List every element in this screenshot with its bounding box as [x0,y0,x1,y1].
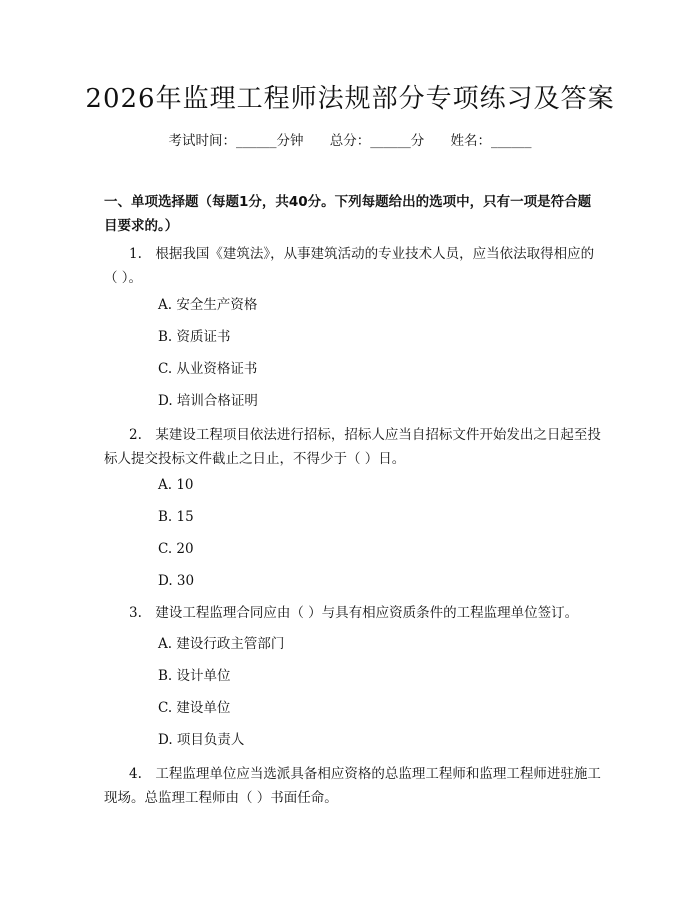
option: C. 20 [158,541,194,557]
total-score-field: 总分：______分 [329,133,425,149]
option: B. 15 [158,509,194,525]
exam-time-field: 考试时间：______分钟 [168,133,304,149]
option: D. 培训合格证明 [158,393,258,409]
option: D. 项目负责人 [158,732,245,748]
option: C. 建设单位 [158,700,231,716]
option: B. 设计单位 [158,668,231,684]
option: B. 资质证书 [158,329,231,345]
question-stem: 3. 建设工程监理合同应由（ ）与具有相应资质条件的工程监理单位签订。 [129,605,579,621]
option: D. 30 [158,573,195,589]
question-stem: 2. 某建设工程项目依法进行招标，招标人应当自招标文件开始发出之日起至投标人提交投标文件截止之日止，不得少于（ ）日。 [104,427,601,467]
question-stem: 4. 工程监理单位应当选派具备相应资格的总监理工程师和监理工程师进驻施工现场。总监理工程师由（ ）书面任命。 [104,766,601,806]
section-heading: 一、单项选择题（每题1分，共40分。下列每题给出的选项中，只有一项是符合题目要求的。） [104,194,592,234]
option: A. 安全生产资格 [158,297,258,313]
exam-info [0,131,700,151]
name-field: 姓名：______ [450,133,532,149]
question-stem: 1. 根据我国《建筑法》，从事建筑活动的专业技术人员，应当依法取得相应的（ ）。 [104,246,595,286]
option: C. 从业资格证书 [158,361,258,377]
option: A. 10 [158,477,194,493]
page-title: 2026年监理工程师法规部分专项练习及答案 [85,84,615,114]
option: A. 建设行政主管部门 [158,636,285,652]
